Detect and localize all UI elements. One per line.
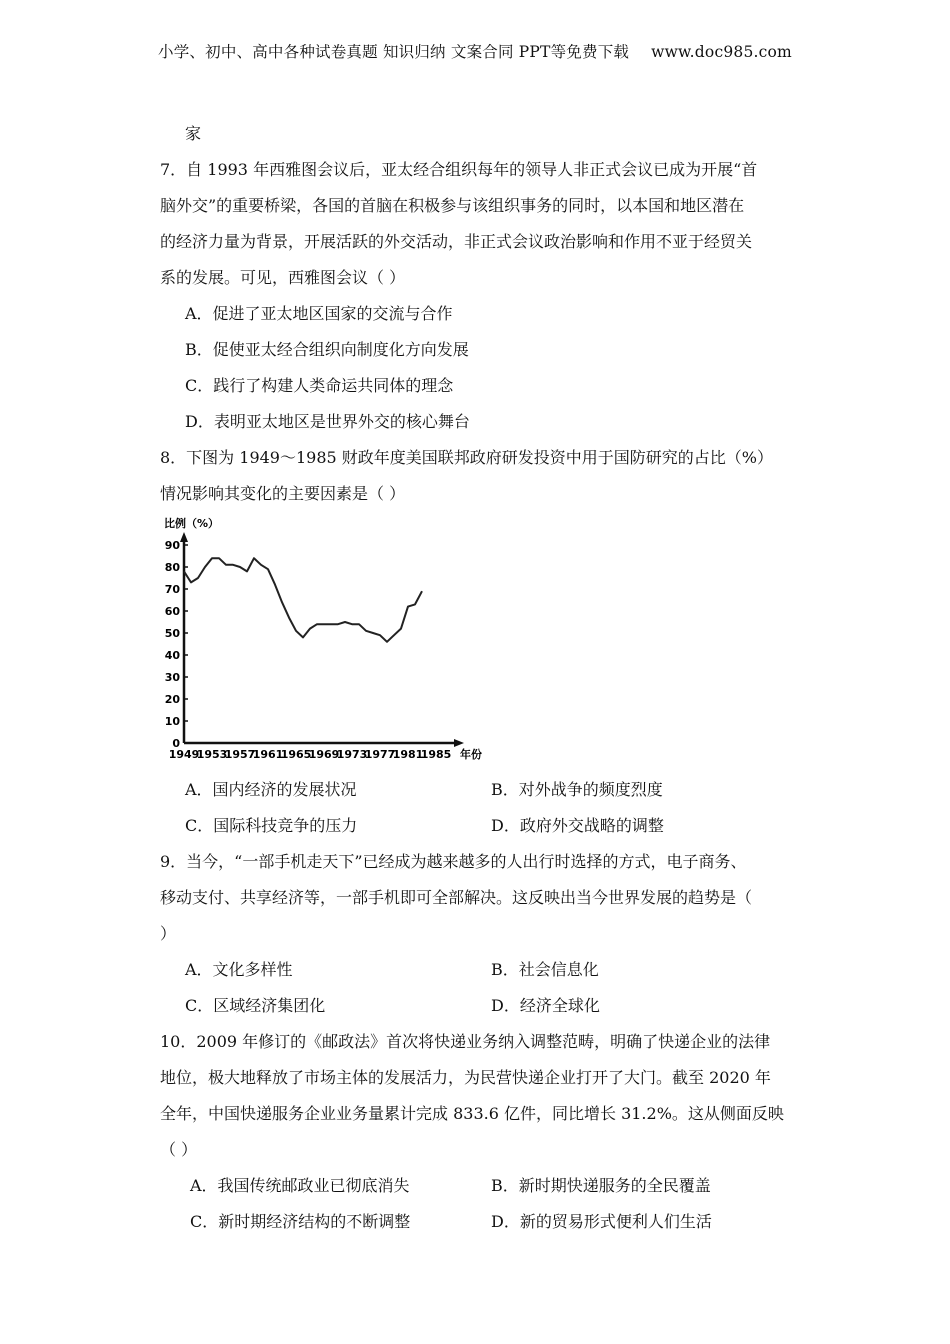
chart-x-tick-label: 1949 (168, 748, 200, 761)
q8-line-2: 情况影响其变化的主要因素是（ ） (160, 484, 406, 503)
q7-option-a: A．促进了亚太地区国家的交流与合作 (185, 304, 453, 323)
q8-option-c: C．国际科技竞争的压力 (185, 816, 358, 835)
chart-x-tick-label: 1961 (252, 748, 284, 761)
q7-option-d: D．表明亚太地区是世界外交的核心舞台 (185, 412, 470, 431)
q8-option-row-1 (160, 772, 790, 808)
q10-line-4: （ ） (160, 1140, 198, 1159)
chart-y-tick-label: 20 (164, 693, 180, 706)
chart-x-tick-label: 1985 (420, 748, 452, 761)
chart-x-tick-label: 1981 (392, 748, 424, 761)
q8-option-b: B．对外战争的频度烈度 (491, 780, 663, 799)
q10-option-a: A．我国传统邮政业已彻底消失 (190, 1176, 410, 1195)
q10-line-3: 全年，中国快递服务企业业务量累计完成 833.6 亿件，同比增长 31.2%。这从侧面反映 (160, 1104, 784, 1123)
page-header (0, 40, 950, 62)
q7-line-3: 的经济力量为背景，开展活跃的外交活动，非正式会议政治影响和作用不亚于经贸关 (160, 232, 753, 251)
q7-line-1: 7．自 1993 年西雅图会议后，亚太经合组织每年的领导人非正式会议已成为开展“首 (160, 160, 758, 179)
chart-x-tick-label: 1969 (308, 748, 340, 761)
chart-x-tick-label: 1953 (196, 748, 228, 761)
q9-option-a: A．文化多样性 (185, 960, 293, 979)
chart-y-tick-label: 50 (164, 627, 180, 640)
defense-rd-chart (160, 512, 490, 764)
header-site: www.doc985.com (651, 43, 792, 61)
chart-y-tick-label: 70 (164, 583, 180, 596)
chart-series-line (184, 558, 422, 642)
q9-option-d: D．经济全球化 (491, 996, 600, 1015)
chart-y-tick-label: 30 (164, 671, 180, 684)
chart-x-tick-label: 1977 (364, 748, 396, 761)
chart-y-tick-label: 60 (164, 605, 180, 618)
q9-line-2: 移动支付、共享经济等，一部手机即可全部解决。这反映出当今世界发展的趋势是（ (160, 888, 753, 907)
chart-y-tick-label: 10 (164, 715, 180, 728)
chart-xlabel: 年份 (460, 748, 482, 761)
q8-option-d: D．政府外交战略的调整 (491, 816, 664, 835)
q10-option-row-2 (160, 1204, 790, 1240)
q10-option-b: B．新时期快递服务的全民覆盖 (491, 1176, 711, 1195)
q9-option-b: B．社会信息化 (491, 960, 599, 979)
chart-ylabel: 比例（%） (164, 517, 220, 530)
chart-y-tick-label: 0 (172, 737, 180, 750)
q9-line-1: 9．当今，“一部手机走天下”已经成为越来越多的人出行时选择的方式，电子商务、 (160, 852, 747, 871)
chart-y-tick-label: 90 (164, 539, 180, 552)
q7-line-2: 脑外交”的重要桥梁，各国的首脑在积极参与该组织事务的同时，以本国和地区潜在 (160, 196, 745, 215)
chart-y-tick-label: 40 (164, 649, 180, 662)
chart-y-axis-arrow (180, 532, 188, 542)
q7-option-c: C．践行了构建人类命运共同体的理念 (185, 376, 454, 395)
q10-option-d: D．新的贸易形式便利人们生活 (491, 1212, 712, 1231)
chart-x-tick-label: 1957 (224, 748, 256, 761)
q8-line-1: 8．下图为 1949～1985 财政年度美国联邦政府研发投资中用于国防研究的占比（%） (160, 448, 773, 467)
q7-line-4: 系的发展。可见，西雅图会议（ ） (160, 268, 406, 287)
q10-line-2: 地位，极大地释放了市场主体的发展活力，为民营快递企业打开了大门。截至 2020 年 (160, 1068, 771, 1087)
chart-x-axis-arrow (454, 739, 464, 747)
chart-x-tick-label: 1973 (336, 748, 368, 761)
q7-option-b: B．促使亚太经合组织向制度化方向发展 (185, 340, 469, 359)
question-block-upper (160, 116, 790, 512)
q8-option-row-2 (160, 808, 790, 844)
q9-option-row-1 (160, 952, 790, 988)
chart-y-tick-label: 80 (164, 561, 180, 574)
q9-option-row-2 (160, 988, 790, 1024)
q8-options (160, 772, 790, 1240)
q10-line-1: 10．2009 年修订的《邮政法》首次将快递业务纳入调整范畴，明确了快递企业的法律 (160, 1032, 771, 1051)
q10-option-c: C．新时期经济结构的不断调整 (190, 1212, 411, 1231)
q9-option-c: C．区域经济集团化 (185, 996, 326, 1015)
q8-option-a: A．国内经济的发展状况 (185, 780, 357, 799)
chart-x-tick-label: 1965 (280, 748, 312, 761)
header-text: 小学、初中、高中各种试卷真题 知识归纳 文案合同 PPT等免费下载 (158, 43, 630, 61)
q9-line-3: ） (160, 924, 177, 943)
carryover-text: 家 (185, 124, 202, 143)
q10-option-row-1 (160, 1168, 790, 1204)
